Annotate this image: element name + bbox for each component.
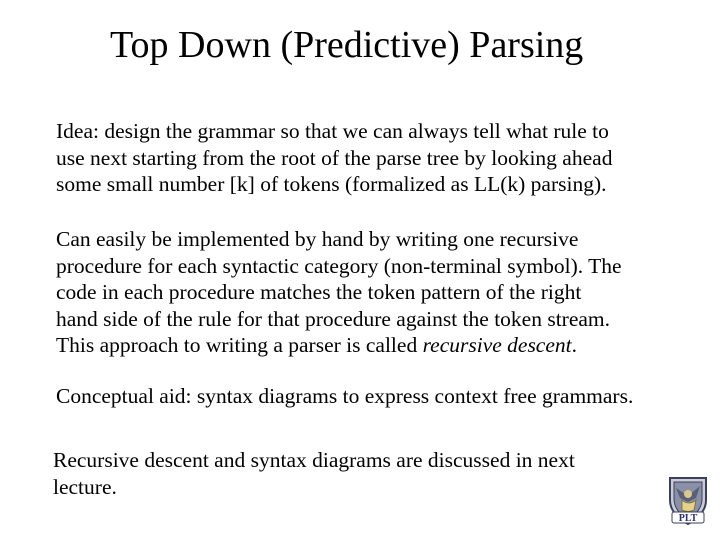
logo-text: PLT [678, 513, 698, 524]
emphasized-term: recursive descent [422, 333, 572, 357]
paragraph-line: some small number [k] of tokens (formalized as LL(k) parsing). [56, 172, 607, 196]
paragraph-line: Recursive descent and syntax diagrams are discussed in next [53, 448, 575, 472]
paragraph-line: Conceptual aid: syntax diagrams to express context free grammars. [56, 384, 634, 408]
paragraph-line: Idea: design the grammar so that we can always tell what rule to [56, 119, 609, 143]
line-suffix: . [571, 333, 577, 357]
paragraph-line: use next starting from the root of the parse tree by looking ahead [56, 145, 613, 170]
paragraph-next-lecture [53, 447, 575, 500]
paragraph-idea [56, 118, 612, 198]
line-prefix: This approach to writing a parser is called [56, 333, 423, 357]
paragraph-implementation [56, 226, 622, 359]
paragraph-line: lecture. [53, 474, 117, 499]
paragraph-line: code in each procedure matches the token pattern of the right [56, 280, 582, 304]
plt-shield-logo-icon [666, 474, 710, 526]
paragraph-line [56, 332, 622, 359]
slide-title: Top Down (Predictive) Parsing [110, 24, 584, 66]
paragraph-line: hand side of the rule for that procedure against the token stream. [56, 306, 611, 331]
paragraph-conceptual-aid [56, 383, 633, 410]
paragraph-line: procedure for each syntactic category (non-terminal symbol). The [56, 253, 622, 278]
paragraph-line: Can easily be implemented by hand by writing one recursive [56, 227, 579, 251]
